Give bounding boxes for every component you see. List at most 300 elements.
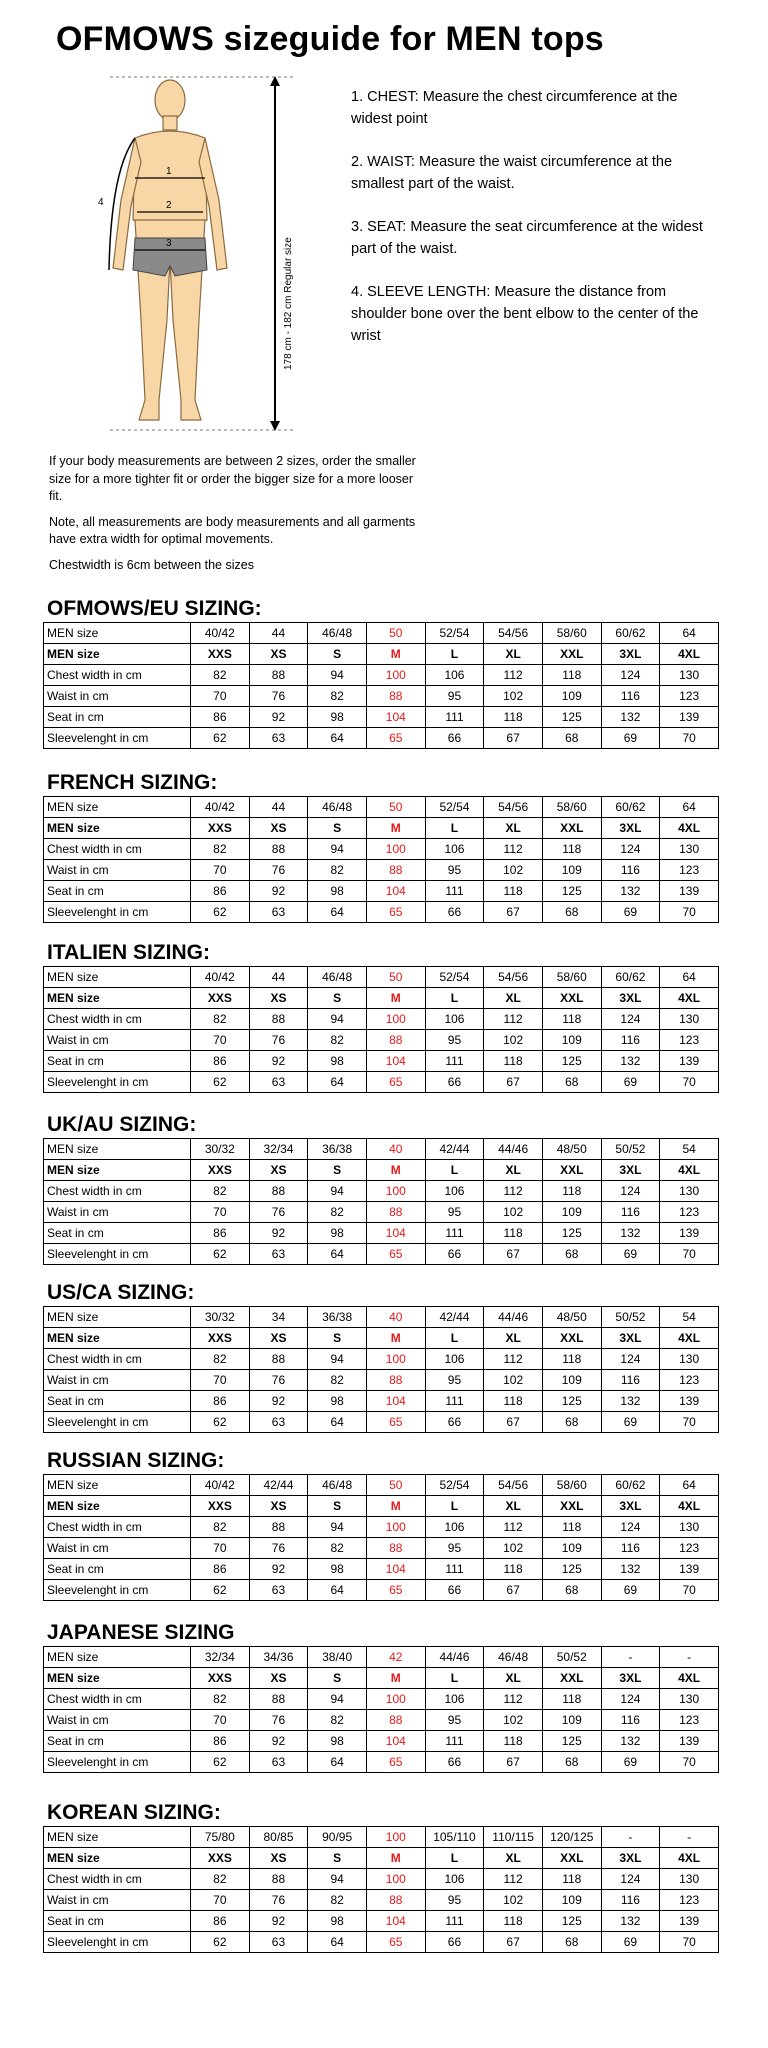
- table-cell: 58/60: [542, 623, 601, 644]
- table-cell: 40: [366, 1307, 425, 1328]
- table-cell: 58/60: [542, 967, 601, 988]
- table-cell: S: [308, 988, 367, 1009]
- table-cell: 68: [542, 902, 601, 923]
- fit-notes: [49, 453, 424, 582]
- table-cell: 100: [366, 1181, 425, 1202]
- table-cell: 66: [425, 1072, 484, 1093]
- table-cell: 66: [425, 1580, 484, 1601]
- table-cell: 4XL: [660, 1496, 719, 1517]
- table-cell: 139: [660, 1223, 719, 1244]
- table-cell: 52/54: [425, 1475, 484, 1496]
- table-cell: L: [425, 1668, 484, 1689]
- table-row: [44, 1731, 719, 1752]
- table-cell: 70: [191, 860, 250, 881]
- table-cell: 60/62: [601, 623, 660, 644]
- table-cell: 63: [249, 1412, 308, 1433]
- table-cell: 120/125: [542, 1827, 601, 1848]
- table-cell: XXS: [191, 988, 250, 1009]
- table-cell: 88: [366, 1202, 425, 1223]
- table-cell: 69: [601, 1412, 660, 1433]
- table-cell: 130: [660, 1517, 719, 1538]
- sizing-section: [43, 1280, 719, 1433]
- table-cell: 67: [484, 1072, 543, 1093]
- table-cell: 50: [366, 1475, 425, 1496]
- table-row: [44, 1668, 719, 1689]
- table-cell: 104: [366, 881, 425, 902]
- table-cell: 64: [308, 1412, 367, 1433]
- table-cell: 4XL: [660, 1668, 719, 1689]
- table-cell: 82: [308, 860, 367, 881]
- table-cell: XXL: [542, 1668, 601, 1689]
- note-chestwidth: Chestwidth is 6cm between the sizes: [49, 557, 254, 572]
- table-cell: 44: [249, 967, 308, 988]
- table-cell: 100: [366, 839, 425, 860]
- table-cell: S: [308, 1496, 367, 1517]
- table-cell: XL: [484, 988, 543, 1009]
- table-cell: 68: [542, 1580, 601, 1601]
- table-cell: XXS: [191, 1328, 250, 1349]
- table-cell: 54/56: [484, 967, 543, 988]
- table-cell: 139: [660, 881, 719, 902]
- row-label: Seat in cm: [44, 1559, 191, 1580]
- row-label: Sleevelenght in cm: [44, 1244, 191, 1265]
- table-cell: 98: [308, 1391, 367, 1412]
- table-row: [44, 1412, 719, 1433]
- table-cell: 82: [308, 1030, 367, 1051]
- row-label: MEN size: [44, 1475, 191, 1496]
- table-cell: 70: [660, 1932, 719, 1953]
- table-cell: 76: [249, 1710, 308, 1731]
- table-row: [44, 1223, 719, 1244]
- table-cell: 132: [601, 881, 660, 902]
- table-cell: 118: [484, 1559, 543, 1580]
- table-cell: 62: [191, 1412, 250, 1433]
- table-cell: 112: [484, 665, 543, 686]
- table-cell: 109: [542, 1538, 601, 1559]
- table-cell: 64: [308, 728, 367, 749]
- table-cell: 132: [601, 1051, 660, 1072]
- table-cell: 124: [601, 1689, 660, 1710]
- table-cell: 102: [484, 1030, 543, 1051]
- table-cell: 104: [366, 707, 425, 728]
- table-cell: 88: [249, 1869, 308, 1890]
- table-cell: 58/60: [542, 1475, 601, 1496]
- table-cell: 63: [249, 728, 308, 749]
- page-title: OFMOWS sizeguide for MEN tops: [56, 20, 604, 58]
- table-cell: 109: [542, 1710, 601, 1731]
- table-cell: 88: [366, 686, 425, 707]
- table-row: [44, 686, 719, 707]
- table-cell: 40: [366, 1139, 425, 1160]
- table-cell: 3XL: [601, 988, 660, 1009]
- table-cell: 88: [366, 1710, 425, 1731]
- table-cell: 64: [308, 1932, 367, 1953]
- row-label: Waist in cm: [44, 1890, 191, 1911]
- table-cell: -: [601, 1827, 660, 1848]
- instruction-sleeve: 4. SLEEVE LENGTH: Measure the distance from shoulder bone over the bent elbow to the center of the wrist: [351, 284, 699, 344]
- table-cell: 98: [308, 1911, 367, 1932]
- table-cell: 106: [425, 665, 484, 686]
- table-cell: 80/85: [249, 1827, 308, 1848]
- row-label: Chest width in cm: [44, 1517, 191, 1538]
- table-cell: 125: [542, 1223, 601, 1244]
- table-cell: 130: [660, 1869, 719, 1890]
- table-cell: 68: [542, 1244, 601, 1265]
- table-cell: M: [366, 988, 425, 1009]
- table-cell: 124: [601, 839, 660, 860]
- marker-3: 3: [166, 238, 172, 249]
- table-cell: 123: [660, 1890, 719, 1911]
- table-cell: 132: [601, 1391, 660, 1412]
- table-row: [44, 1328, 719, 1349]
- measurement-instructions: [351, 86, 721, 368]
- table-row: [44, 1181, 719, 1202]
- table-cell: 95: [425, 686, 484, 707]
- table-cell: 118: [542, 1181, 601, 1202]
- table-cell: 75/80: [191, 1827, 250, 1848]
- table-cell: 139: [660, 1559, 719, 1580]
- table-cell: S: [308, 818, 367, 839]
- table-cell: 86: [191, 1391, 250, 1412]
- table-cell: 92: [249, 1051, 308, 1072]
- table-cell: 3XL: [601, 1160, 660, 1181]
- table-cell: 116: [601, 1370, 660, 1391]
- table-cell: 42/44: [425, 1307, 484, 1328]
- table-cell: 139: [660, 1391, 719, 1412]
- table-cell: 92: [249, 1731, 308, 1752]
- table-cell: 68: [542, 1752, 601, 1773]
- table-cell: M: [366, 1668, 425, 1689]
- table-cell: 64: [660, 967, 719, 988]
- table-cell: 124: [601, 665, 660, 686]
- table-cell: 106: [425, 1517, 484, 1538]
- table-cell: 70: [191, 1538, 250, 1559]
- table-cell: 40/42: [191, 967, 250, 988]
- table-cell: 98: [308, 707, 367, 728]
- table-cell: 123: [660, 1030, 719, 1051]
- table-row: [44, 1391, 719, 1412]
- table-cell: 88: [366, 1538, 425, 1559]
- size-table: [43, 1474, 719, 1601]
- row-label: MEN size: [44, 623, 191, 644]
- table-row: [44, 988, 719, 1009]
- table-cell: 54: [660, 1139, 719, 1160]
- table-cell: 64: [660, 1475, 719, 1496]
- table-row: [44, 967, 719, 988]
- table-row: [44, 1030, 719, 1051]
- table-cell: XL: [484, 1668, 543, 1689]
- table-row: [44, 1890, 719, 1911]
- table-cell: 48/50: [542, 1307, 601, 1328]
- table-cell: XXL: [542, 818, 601, 839]
- size-table: [43, 1826, 719, 1953]
- table-cell: 116: [601, 1538, 660, 1559]
- table-cell: 76: [249, 1202, 308, 1223]
- table-cell: 66: [425, 1412, 484, 1433]
- table-cell: XXS: [191, 1160, 250, 1181]
- table-cell: S: [308, 644, 367, 665]
- table-cell: 88: [366, 1370, 425, 1391]
- table-cell: XL: [484, 644, 543, 665]
- table-cell: 4XL: [660, 1848, 719, 1869]
- section-title: RUSSIAN SIZING:: [47, 1449, 225, 1472]
- table-cell: 3XL: [601, 1668, 660, 1689]
- table-cell: XS: [249, 1496, 308, 1517]
- table-cell: 95: [425, 1370, 484, 1391]
- table-cell: 62: [191, 1752, 250, 1773]
- table-cell: 98: [308, 881, 367, 902]
- table-cell: 70: [191, 1890, 250, 1911]
- table-cell: 68: [542, 1412, 601, 1433]
- table-row: [44, 1710, 719, 1731]
- section-title: US/CA SIZING:: [47, 1281, 195, 1304]
- table-cell: 104: [366, 1911, 425, 1932]
- table-cell: M: [366, 1160, 425, 1181]
- table-cell: 64: [308, 1244, 367, 1265]
- table-cell: 4XL: [660, 988, 719, 1009]
- note-between-sizes: If your body measurements are between 2 sizes, order the smaller size for a more tighter fit or order the bigger size for a more looser fit.: [49, 454, 416, 503]
- table-cell: S: [308, 1160, 367, 1181]
- sizing-section: [43, 770, 719, 923]
- table-row: [44, 1244, 719, 1265]
- table-cell: 123: [660, 1710, 719, 1731]
- table-cell: 65: [366, 1932, 425, 1953]
- row-label: Sleevelenght in cm: [44, 1580, 191, 1601]
- table-cell: 116: [601, 686, 660, 707]
- table-row: [44, 1869, 719, 1890]
- row-label: Sleevelenght in cm: [44, 902, 191, 923]
- table-cell: 65: [366, 1072, 425, 1093]
- table-cell: 4XL: [660, 818, 719, 839]
- table-cell: 106: [425, 1181, 484, 1202]
- table-cell: 86: [191, 707, 250, 728]
- section-title: FRENCH SIZING:: [47, 771, 218, 794]
- table-cell: L: [425, 1328, 484, 1349]
- table-cell: 82: [308, 1890, 367, 1911]
- table-cell: 40/42: [191, 1475, 250, 1496]
- table-cell: 104: [366, 1051, 425, 1072]
- table-cell: 111: [425, 881, 484, 902]
- table-cell: 63: [249, 1072, 308, 1093]
- table-cell: 112: [484, 1517, 543, 1538]
- table-cell: 64: [308, 1752, 367, 1773]
- row-label: Waist in cm: [44, 1202, 191, 1223]
- row-label: Sleevelenght in cm: [44, 1752, 191, 1773]
- table-cell: 66: [425, 1244, 484, 1265]
- table-cell: 92: [249, 881, 308, 902]
- table-cell: XS: [249, 818, 308, 839]
- table-cell: 124: [601, 1181, 660, 1202]
- table-cell: 86: [191, 1559, 250, 1580]
- table-cell: 63: [249, 1580, 308, 1601]
- table-cell: 65: [366, 902, 425, 923]
- table-cell: 66: [425, 1932, 484, 1953]
- table-cell: 92: [249, 1223, 308, 1244]
- table-row: [44, 1911, 719, 1932]
- table-cell: L: [425, 818, 484, 839]
- row-label: Seat in cm: [44, 1911, 191, 1932]
- table-cell: 3XL: [601, 1496, 660, 1517]
- row-label: Sleevelenght in cm: [44, 1072, 191, 1093]
- table-cell: 50: [366, 797, 425, 818]
- table-cell: 65: [366, 1580, 425, 1601]
- table-cell: XS: [249, 988, 308, 1009]
- table-cell: 82: [191, 1689, 250, 1710]
- row-label: Seat in cm: [44, 707, 191, 728]
- table-cell: 111: [425, 1559, 484, 1580]
- table-cell: 118: [542, 839, 601, 860]
- table-row: [44, 644, 719, 665]
- table-cell: 106: [425, 1349, 484, 1370]
- table-cell: XXL: [542, 1496, 601, 1517]
- table-cell: 139: [660, 707, 719, 728]
- table-cell: L: [425, 1496, 484, 1517]
- table-cell: 76: [249, 860, 308, 881]
- table-cell: 111: [425, 707, 484, 728]
- table-row: [44, 1349, 719, 1370]
- table-cell: 123: [660, 1538, 719, 1559]
- table-cell: -: [660, 1647, 719, 1668]
- table-cell: 62: [191, 1072, 250, 1093]
- table-row: [44, 1496, 719, 1517]
- table-cell: XS: [249, 1668, 308, 1689]
- row-label: Seat in cm: [44, 1391, 191, 1412]
- table-cell: 104: [366, 1223, 425, 1244]
- table-cell: 104: [366, 1731, 425, 1752]
- row-label: MEN size: [44, 1496, 191, 1517]
- sizing-section: [43, 1620, 719, 1773]
- table-cell: XL: [484, 1496, 543, 1517]
- table-cell: 132: [601, 1559, 660, 1580]
- table-cell: 125: [542, 1911, 601, 1932]
- table-cell: XXL: [542, 1160, 601, 1181]
- table-cell: 52/54: [425, 797, 484, 818]
- table-cell: 67: [484, 1412, 543, 1433]
- table-cell: 88: [249, 1517, 308, 1538]
- table-cell: 67: [484, 1932, 543, 1953]
- table-cell: 50/52: [601, 1307, 660, 1328]
- sizing-section: [43, 1112, 719, 1265]
- table-cell: 88: [366, 1030, 425, 1051]
- table-cell: 111: [425, 1731, 484, 1752]
- height-label: 178 cm - 182 cm Regular size: [283, 237, 294, 370]
- size-table: [43, 1138, 719, 1265]
- table-cell: 106: [425, 839, 484, 860]
- row-label: MEN size: [44, 1647, 191, 1668]
- table-cell: 88: [366, 1890, 425, 1911]
- table-cell: 70: [660, 1580, 719, 1601]
- table-cell: 112: [484, 1349, 543, 1370]
- table-cell: 40/42: [191, 623, 250, 644]
- table-cell: 60/62: [601, 797, 660, 818]
- table-cell: XL: [484, 1328, 543, 1349]
- table-cell: 112: [484, 1869, 543, 1890]
- table-cell: 62: [191, 1932, 250, 1953]
- row-label: MEN size: [44, 988, 191, 1009]
- table-cell: S: [308, 1848, 367, 1869]
- row-label: Waist in cm: [44, 860, 191, 881]
- table-cell: 82: [308, 686, 367, 707]
- table-cell: 132: [601, 1731, 660, 1752]
- table-cell: 95: [425, 1710, 484, 1731]
- table-cell: -: [660, 1827, 719, 1848]
- table-row: [44, 1051, 719, 1072]
- table-cell: 62: [191, 902, 250, 923]
- table-row: [44, 1647, 719, 1668]
- table-cell: 118: [484, 1223, 543, 1244]
- table-cell: 50/52: [601, 1139, 660, 1160]
- table-cell: XL: [484, 1848, 543, 1869]
- table-cell: 82: [191, 839, 250, 860]
- row-label: Sleevelenght in cm: [44, 728, 191, 749]
- table-cell: 70: [191, 686, 250, 707]
- instruction-waist: 2. WAIST: Measure the waist circumference at the smallest part of the waist.: [351, 154, 673, 192]
- table-row: [44, 728, 719, 749]
- table-cell: 3XL: [601, 1328, 660, 1349]
- table-cell: 123: [660, 860, 719, 881]
- table-cell: 65: [366, 1412, 425, 1433]
- table-row: [44, 1072, 719, 1093]
- table-cell: 68: [542, 1932, 601, 1953]
- table-cell: 106: [425, 1869, 484, 1890]
- table-cell: L: [425, 1160, 484, 1181]
- table-row: [44, 1139, 719, 1160]
- table-cell: -: [601, 1647, 660, 1668]
- table-cell: 88: [366, 860, 425, 881]
- row-label: MEN size: [44, 644, 191, 665]
- table-cell: 50/52: [542, 1647, 601, 1668]
- table-cell: 64: [308, 1580, 367, 1601]
- table-cell: 65: [366, 1244, 425, 1265]
- table-cell: 125: [542, 1559, 601, 1580]
- table-cell: XS: [249, 1328, 308, 1349]
- table-cell: 46/48: [308, 623, 367, 644]
- table-cell: 62: [191, 728, 250, 749]
- table-cell: 95: [425, 1030, 484, 1051]
- table-cell: 69: [601, 1072, 660, 1093]
- table-cell: 118: [542, 1689, 601, 1710]
- section-title: JAPANESE SIZING: [47, 1621, 235, 1644]
- table-cell: 34/36: [249, 1647, 308, 1668]
- table-cell: 32/34: [191, 1647, 250, 1668]
- table-cell: 70: [660, 902, 719, 923]
- table-cell: 82: [308, 1370, 367, 1391]
- table-row: [44, 1202, 719, 1223]
- table-cell: 50: [366, 623, 425, 644]
- table-cell: 95: [425, 1890, 484, 1911]
- table-cell: 125: [542, 707, 601, 728]
- table-cell: 102: [484, 686, 543, 707]
- table-cell: 44/46: [425, 1647, 484, 1668]
- table-cell: 46/48: [308, 967, 367, 988]
- table-cell: XXS: [191, 644, 250, 665]
- table-cell: 76: [249, 1890, 308, 1911]
- table-cell: 111: [425, 1391, 484, 1412]
- table-cell: 86: [191, 1051, 250, 1072]
- table-row: [44, 1370, 719, 1391]
- table-cell: 66: [425, 728, 484, 749]
- table-cell: 118: [484, 881, 543, 902]
- table-cell: 63: [249, 1752, 308, 1773]
- table-cell: 82: [191, 1009, 250, 1030]
- table-cell: 42/44: [249, 1475, 308, 1496]
- table-cell: 118: [484, 1051, 543, 1072]
- table-cell: 70: [191, 1710, 250, 1731]
- table-cell: 139: [660, 1051, 719, 1072]
- table-cell: 88: [249, 1181, 308, 1202]
- table-row: [44, 1752, 719, 1773]
- table-cell: 70: [660, 728, 719, 749]
